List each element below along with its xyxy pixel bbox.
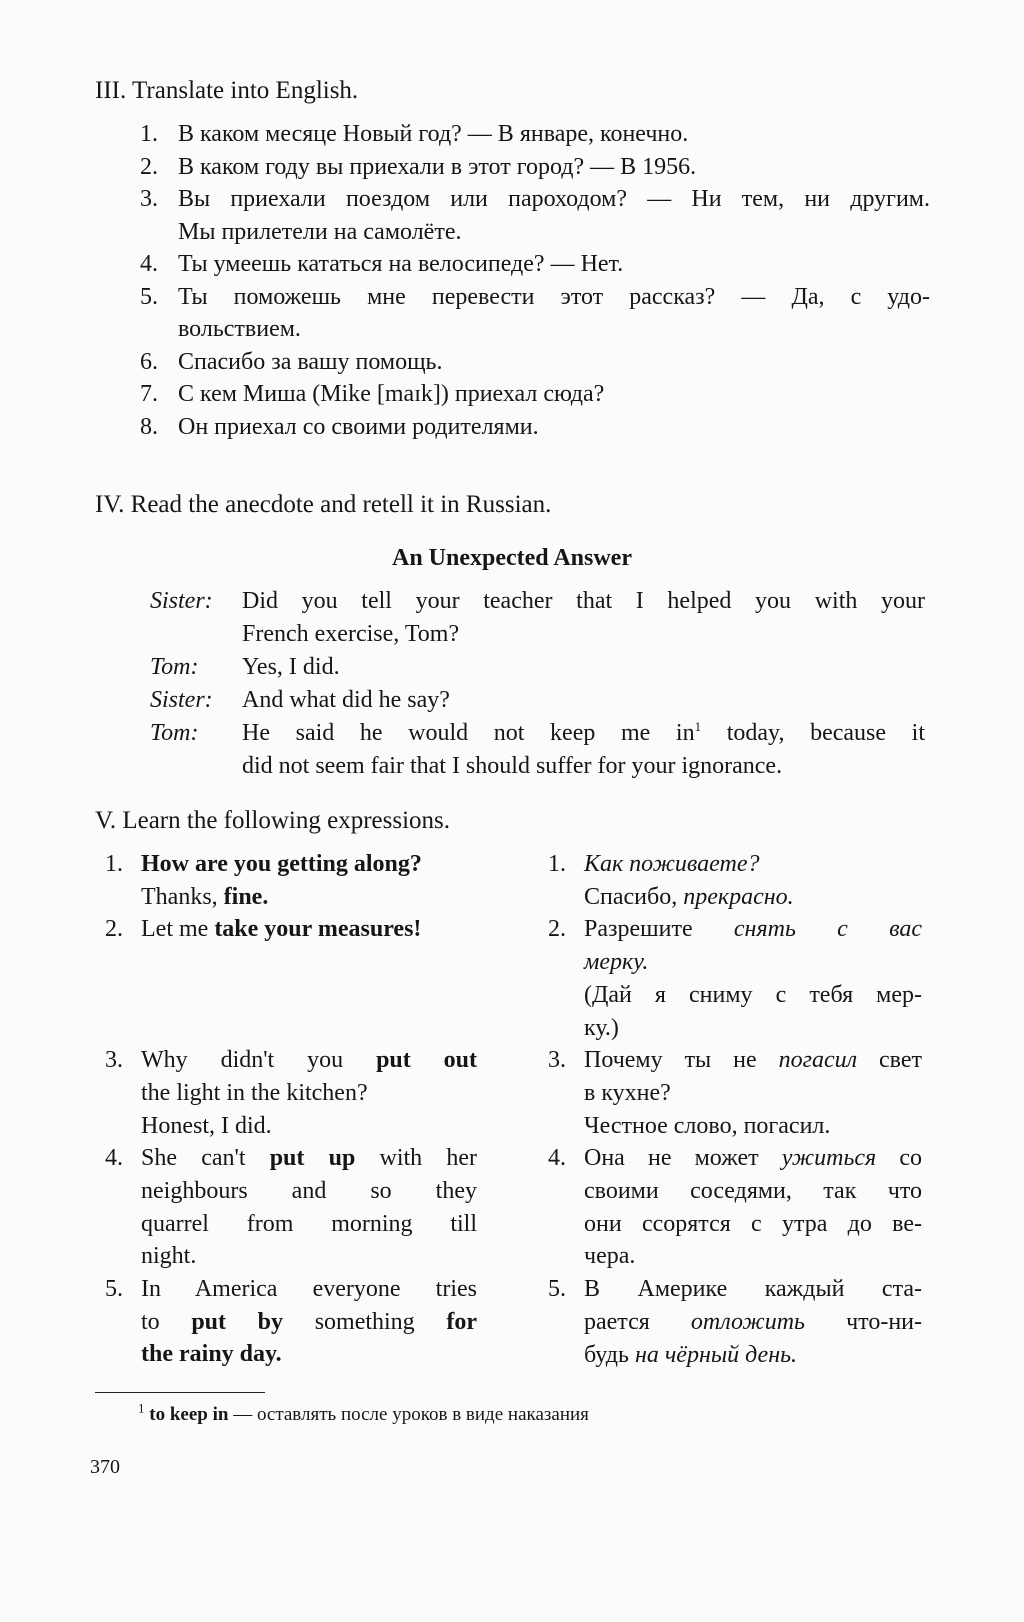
section-5-heading: V. Learn the following expressions. xyxy=(95,807,451,834)
speaker-label: Sister: xyxy=(150,687,213,713)
expression-line: the rainy day. xyxy=(141,1341,282,1368)
expression-line: Thanks, fine. xyxy=(141,883,269,910)
expression-line: to put by something for xyxy=(141,1308,477,1335)
expression-line: В Америке каждый ста- xyxy=(584,1276,922,1303)
list-item xyxy=(548,848,922,913)
item-text: Мы прилетели на самолёте. xyxy=(178,218,462,245)
speaker-label: Sister: xyxy=(150,588,213,614)
item-number: 7. xyxy=(140,381,158,407)
list-item xyxy=(140,281,930,346)
footnote-marker: 1 xyxy=(694,719,702,734)
item-text: Ты умеешь кататься на велосипеде? — Нет. xyxy=(178,251,624,277)
item-text: В каком году вы приехали в этот город? — В 1956. xyxy=(178,153,697,180)
dialogue-turn xyxy=(150,684,925,717)
list-item xyxy=(140,378,930,411)
list-item xyxy=(105,848,477,913)
item-number: 5. xyxy=(548,1276,566,1303)
footnote-term: to keep in xyxy=(144,1404,229,1425)
footnote-text: — оставлять после уроков в виде наказания xyxy=(228,1404,589,1425)
expression-line: своими соседями, так что xyxy=(584,1178,922,1205)
expression-line: Let me take your measures! xyxy=(141,916,422,943)
dialogue-turn xyxy=(150,585,925,651)
expression-line: Honest, I did. xyxy=(141,1112,272,1139)
list-item xyxy=(105,913,477,1044)
speech-line: French exercise, Tom? xyxy=(242,621,460,647)
list-item xyxy=(548,913,922,1044)
russian-expressions xyxy=(548,848,922,1371)
item-number: 4. xyxy=(140,251,158,277)
list-item xyxy=(105,1044,477,1142)
speech-line: Did you tell your teacher that I helped you with your xyxy=(242,588,925,614)
speech-line: did not seem fair that I should suffer for your ignorance. xyxy=(242,753,783,779)
section-4-heading: IV. Read the anecdote and retell it in Russian. xyxy=(95,491,552,518)
footnote xyxy=(138,1400,589,1427)
expression-line: She can't put up with her xyxy=(141,1145,478,1172)
expression-line: чера. xyxy=(584,1243,636,1270)
speaker-label: Tom: xyxy=(150,654,199,680)
item-number: 4. xyxy=(105,1145,123,1172)
item-number: 3. xyxy=(548,1047,566,1074)
item-number: 1. xyxy=(548,851,566,877)
expression-line: neighbours and so they xyxy=(141,1177,477,1204)
item-number: 5. xyxy=(140,283,158,310)
item-number: 2. xyxy=(105,916,123,943)
expression-line: night. xyxy=(141,1243,197,1270)
item-number: 6. xyxy=(140,348,158,375)
anecdote-title: An Unexpected Answer xyxy=(392,545,632,571)
expression-line: Разрешите снять с вас xyxy=(584,916,922,943)
expression-line: Спасибо, прекрасно. xyxy=(584,883,794,910)
expression-line: How are you getting along? xyxy=(141,851,422,877)
item-number: 1. xyxy=(105,851,123,877)
speech-line: He said he would not keep me $in^1$ today, because it xyxy=(242,719,925,746)
expression-line: ку.) xyxy=(584,1014,619,1041)
list-item xyxy=(548,1044,922,1142)
item-text: Он приехал со своими родителями. xyxy=(178,413,539,440)
expression-line: (Дай я сниму с тебя мер- xyxy=(584,981,922,1008)
expression-line: Why didn't you put out xyxy=(141,1047,478,1074)
speech-line: And what did he say? xyxy=(242,687,450,713)
footnote-divider xyxy=(95,1392,265,1393)
item-number: 2. xyxy=(548,916,566,943)
expression-line: мерку. xyxy=(584,949,649,976)
expression-line: Почему ты не погасил свет xyxy=(584,1047,922,1074)
item-number: 4. xyxy=(548,1145,566,1172)
expression-line: quarrel from morning till xyxy=(141,1210,477,1237)
dialogue-turn xyxy=(150,651,925,684)
item-number: 1. xyxy=(140,121,158,147)
expression-line: the light in the kitchen? xyxy=(141,1079,368,1106)
expression-line: в кухне? xyxy=(584,1079,671,1106)
item-number: 3. xyxy=(140,186,158,212)
item-number: 3. xyxy=(105,1047,123,1074)
speech-line: Yes, I did. xyxy=(242,654,340,680)
item-text: Спасибо за вашу помощь. xyxy=(178,348,443,375)
item-text: Ты поможешь мне перевести этот рассказ? — Да, с удо- xyxy=(178,283,930,310)
item-number: 2. xyxy=(140,153,158,180)
list-item xyxy=(140,118,930,151)
list-item xyxy=(140,183,930,248)
anecdote-dialogue xyxy=(150,585,925,783)
list-item xyxy=(105,1273,477,1371)
item-text: Вы приехали поездом или пароходом? — Ни тем, ни другим. xyxy=(178,186,930,212)
section-3-list xyxy=(140,118,930,443)
page-number: 370 xyxy=(90,1456,120,1478)
item-text: В каком месяце Новый год? — В январе, конечно. xyxy=(178,121,689,147)
list-item xyxy=(105,1142,477,1273)
expression-line: Как поживаете? xyxy=(584,851,760,877)
item-text: С кем Миша (Mike [maɪk]) приехал сюда? xyxy=(178,381,605,407)
list-item xyxy=(140,248,930,281)
list-item xyxy=(140,151,930,184)
item-number: 8. xyxy=(140,413,158,440)
speaker-label: Tom: xyxy=(150,720,199,746)
list-item xyxy=(548,1273,922,1371)
footnote-number: 1 xyxy=(138,1400,145,1416)
item-number: 5. xyxy=(105,1276,123,1303)
expression-line: Честное слово, погасил. xyxy=(584,1112,831,1139)
list-item xyxy=(548,1142,922,1273)
item-text: вольствием. xyxy=(178,316,301,342)
list-item xyxy=(140,346,930,379)
dialogue-turn xyxy=(150,717,925,783)
expression-line: Она не может ужиться со xyxy=(584,1145,922,1172)
expression-line: In America everyone tries xyxy=(141,1276,477,1303)
english-expressions xyxy=(105,848,477,1371)
list-item xyxy=(140,411,930,444)
expression-line: они ссорятся с утра до ве- xyxy=(584,1210,922,1237)
section-3-heading: III. Translate into English. xyxy=(95,77,359,104)
expression-line: рается отложить что-ни- xyxy=(584,1308,922,1335)
expression-line: будь на чёрный день. xyxy=(584,1341,798,1368)
